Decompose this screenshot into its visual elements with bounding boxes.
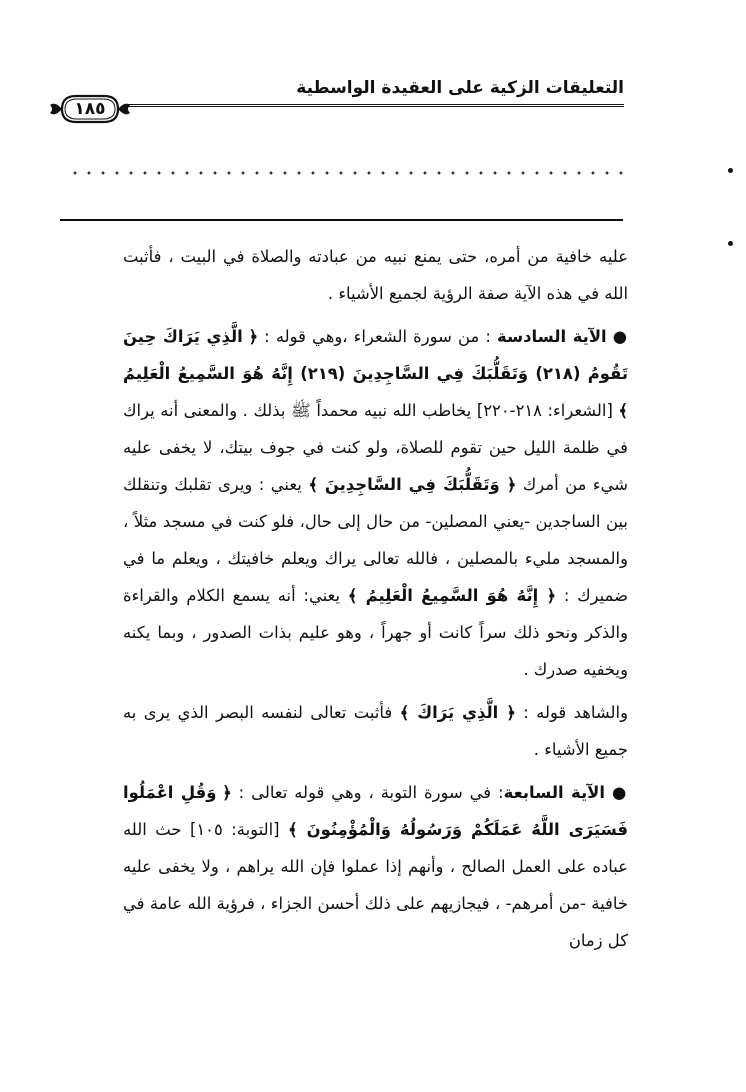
quran-quote: ﴿ إِنَّهُ هُوَ السَّمِيعُ الْعَلِيمُ ﴾ — [347, 586, 557, 605]
quran-quote: ﴿ الَّذِي يَرَاكَ ﴾ — [399, 703, 516, 722]
page-body — [123, 238, 628, 965]
paragraph-text: والشاهد قوله : — [515, 703, 628, 722]
paragraph-text: يعني : ويرى تقلبك وتنقلك بين الساجدين -يعني المصلين- من حال إلى حال، فلو كنت في مسجد مثلاً ، والمسجد مليء بالمصلين ، فالله تعالى يراك ويعلم خافيتك ، ويعلم ما في ضميرك : — [123, 475, 628, 605]
paragraph-verse-7 — [123, 774, 628, 959]
paragraph-text: [التوبة: ١٠٥] حث الله عباده على العمل الصالح ، وأنهم إذا عملوا فإن الله يراهم ، ولا يخفى عليه خافية -من أمرهم- ، فيجازيهم على ذلك أحسن الجزاء ، فرؤية الله عامة في كل زمان — [123, 820, 628, 950]
paragraph-text: : في سورة التوبة ، وهي قوله تعالى : — [231, 783, 504, 802]
margin-dot — [728, 168, 733, 173]
header-rule — [126, 104, 624, 107]
quran-quote: ﴿ وَتَقَلُّبَكَ فِي السَّاجِدِينَ ﴾ — [308, 475, 517, 494]
bullet: ● — [612, 327, 628, 346]
bullet: ● — [611, 783, 628, 802]
paragraph-text: : من سورة الشعراء ،وهي قوله : — [258, 327, 498, 346]
paragraph — [123, 238, 628, 312]
margin-dot — [728, 241, 733, 246]
paragraph-verse-6 — [123, 318, 628, 688]
paragraph-text: يعني: أنه يسمع الكلام والقراءة والذكر ونحو ذلك سراً كانت أو جهراً ، وهو عليم بذات الصدور ، وبما يكنه ويخفيه صدرك . — [123, 586, 628, 679]
running-header-title: التعليقات الزكية على العقيدة الواسطية — [296, 78, 624, 98]
paragraph-text: فأثبت تعالى لنفسه البصر الذي يرى به جميع الأشياء . — [123, 703, 628, 759]
page-number-badge — [48, 88, 132, 130]
paragraph-text: عليه خافية من أمره، حتى يمنع نبيه من عبادته والصلاة في البيت ، فأثبت الله في هذه الآية صفة الرؤية لجميع الأشياء . — [123, 247, 628, 303]
paragraph — [123, 694, 628, 768]
paragraph-text: [الشعراء: ٢١٨-٢٢٠] يخاطب الله نبيه محمداً ﷺ بذلك . والمعنى أنه يراك في ظلمة الليل حين تقوم للصلاة، ولو كنت في جوف بيتك، لا يخفى عليه شيء من أمرك — [123, 401, 628, 494]
quran-quote: ﴿ الَّذِي يَرَاكَ حِينَ تَقُومُ (٢١٨) وَتَقَلُّبَكَ فِي السَّاجِدِينَ (٢١٩) إِنَّهُ هُوَ السَّمِيعُ الْعَلِيمُ ﴾ — [123, 327, 628, 420]
page-number: ١٨٥ — [74, 99, 106, 119]
quran-quote: ﴿ وَقُلِ اعْمَلُوا فَسَيَرَى اللَّهُ عَمَلَكُمْ وَرَسُولُهُ وَالْمُؤْمِنُونَ ﴾ — [123, 783, 628, 839]
dotted-divider — [68, 167, 628, 179]
section-heading: الآية السابعة — [503, 783, 605, 802]
section-heading: الآية السادسة — [497, 327, 607, 346]
separator-line — [60, 219, 623, 221]
